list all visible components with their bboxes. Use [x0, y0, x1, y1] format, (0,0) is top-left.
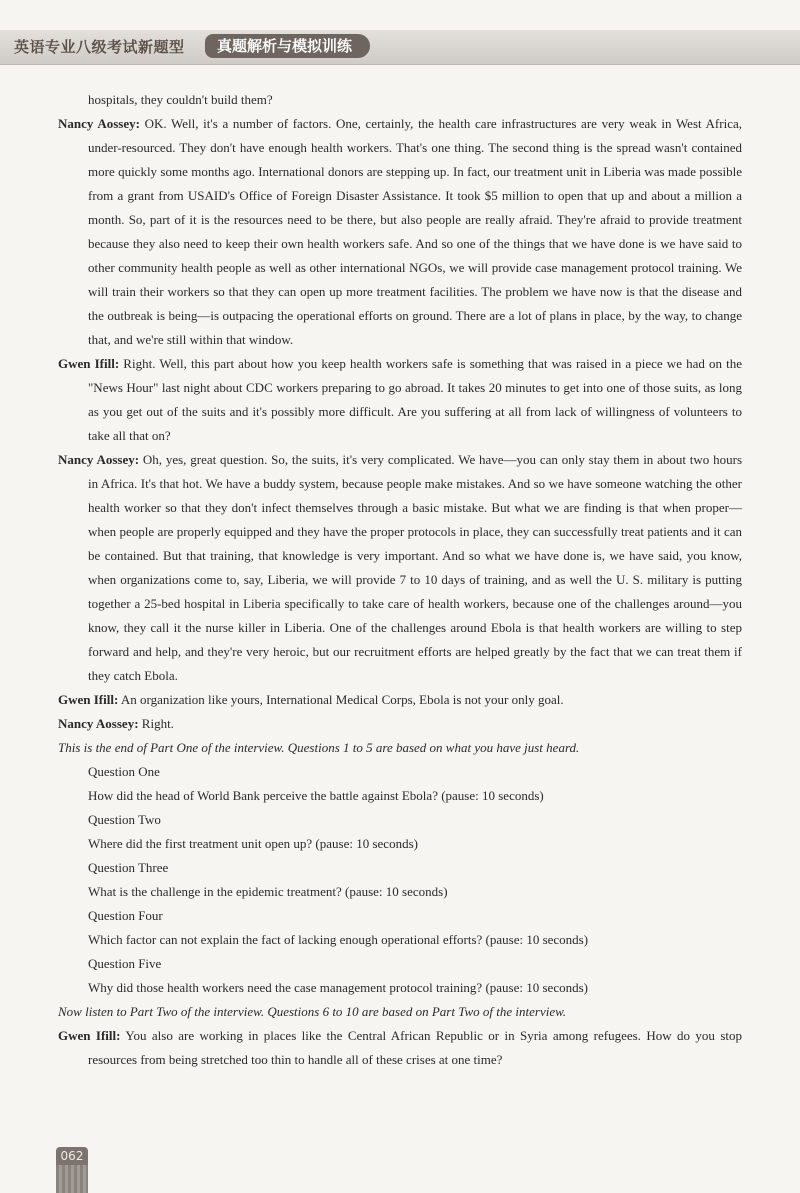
transcript-body	[58, 88, 742, 1072]
speaker-paragraph	[58, 1024, 742, 1072]
speech-text: Oh, yes, great question. So, the suits, it's very complicated. We have—you can only stay them in about two hours in Africa. It's that hot. We have a buddy system, because people make mistakes. And so we have someone watching the other health worker so that they don't infect themselves through a basic mistake. But what we are finding is that when proper—when people are properly equipped and they have the proper protocols in place, they can successfully treat patients and it can be contained. But that training, that knowledge is very important. And so what we have done is, we have said, you know, when organizations come to, say, Liberia, we will provide 7 to 10 days of training, and as well the U. S. military is putting together a 25-bed hospital in Liberia specifically to take care of health workers, because one of the challenges around—you know, they call it the nurse killer in Liberia. One of the challenges around Ebola is that health workers are willing to step forward and help, and they're very heroic, but our recruitment efforts are helped greatly by the fact that we can treat them if they catch Ebola.	[88, 452, 742, 683]
speaker-paragraph	[58, 112, 742, 352]
question-line: Question Two	[88, 812, 161, 827]
speaker-paragraph	[58, 688, 742, 712]
question-line: Why did those health workers need the case management protocol training? (pause: 10 seconds)	[88, 980, 588, 995]
speaker-name: Nancy Aossey:	[58, 116, 140, 131]
instruction-line: Now listen to Part Two of the interview. Questions 6 to 10 are based on Part Two of the interview.	[58, 1004, 567, 1019]
speaker-paragraph	[58, 712, 742, 736]
question-line: Question Four	[88, 908, 163, 923]
page-number: 062	[56, 1147, 88, 1165]
speaker-name: Nancy Aossey:	[58, 452, 140, 467]
section-title-pill: 真题解析与模拟训练	[205, 34, 370, 58]
page-edge-decoration	[56, 1165, 88, 1193]
speech-text: Right.	[138, 716, 174, 731]
speaker-paragraph	[58, 448, 742, 688]
question-line: Which factor can not explain the fact of lacking enough operational efforts? (pause: 10 seconds)	[88, 932, 589, 947]
question-line: What is the challenge in the epidemic treatment? (pause: 10 seconds)	[88, 884, 448, 899]
speaker-paragraph	[58, 352, 742, 448]
question-line: Question One	[88, 764, 160, 779]
question-line: Where did the first treatment unit open up? (pause: 10 seconds)	[88, 836, 418, 851]
speech-text: An organization like yours, International Medical Corps, Ebola is not your only goal.	[118, 692, 564, 707]
running-header	[0, 30, 800, 64]
instruction-line: This is the end of Part One of the interview. Questions 1 to 5 are based on what you have just heard.	[58, 740, 580, 755]
speaker-name: Gwen Ifill:	[58, 1028, 121, 1043]
continued-text: hospitals, they couldn't build them?	[88, 92, 273, 107]
speech-text: Right. Well, this part about how you keep health workers safe is something that was raised in a piece we had on the "News Hour" last night about CDC workers preparing to go abroad. It takes 20 minutes to get into one of those suits, as long as you get out of the suits and it's possibly more difficult. Are you suffering at all from lack of willingness of volunteers to take all that on?	[88, 356, 742, 443]
speech-text: OK. Well, it's a number of factors. One, certainly, the health care infrastructures are very weak in West Africa, under-resourced. They don't have enough health workers. That's one thing. The second thing is the spread wasn't contained more quickly some months ago. International donors are stepping up. In fact, our treatment unit in Liberia was made possible from a grant from USAID's Office of Foreign Disaster Assistance. It took $5 million to open that up and about a million a month. So, part of it is the resources need to be there, but also people are really afraid. They're afraid to provide treatment because they also need to keep their own health workers safe. And so one of the things that we have done is we have said to other community health people as well as other international NGOs, we will provide case management protocol training. We will train their workers so that they can open up more treatment facilities. The problem we have now is that the disease and the outbreak is being—is outpacing the operational efforts on ground. There are a lot of plans in place, by the way, to change that, and we're still within that window.	[88, 116, 742, 347]
speech-text: You also are working in places like the Central African Republic or in Syria among refugees. How do you stop resources from being stretched too thin to handle all of these crises at one time?	[88, 1028, 742, 1067]
speaker-name: Gwen Ifill:	[58, 692, 119, 707]
question-line: How did the head of World Bank perceive the battle against Ebola? (pause: 10 seconds)	[88, 788, 544, 803]
question-line: Question Five	[88, 956, 162, 971]
book-title: 英语专业八级考试新题型	[14, 38, 185, 56]
speaker-name: Gwen Ifill:	[58, 356, 120, 371]
question-line: Question Three	[88, 860, 169, 875]
speaker-name: Nancy Aossey:	[58, 716, 139, 731]
